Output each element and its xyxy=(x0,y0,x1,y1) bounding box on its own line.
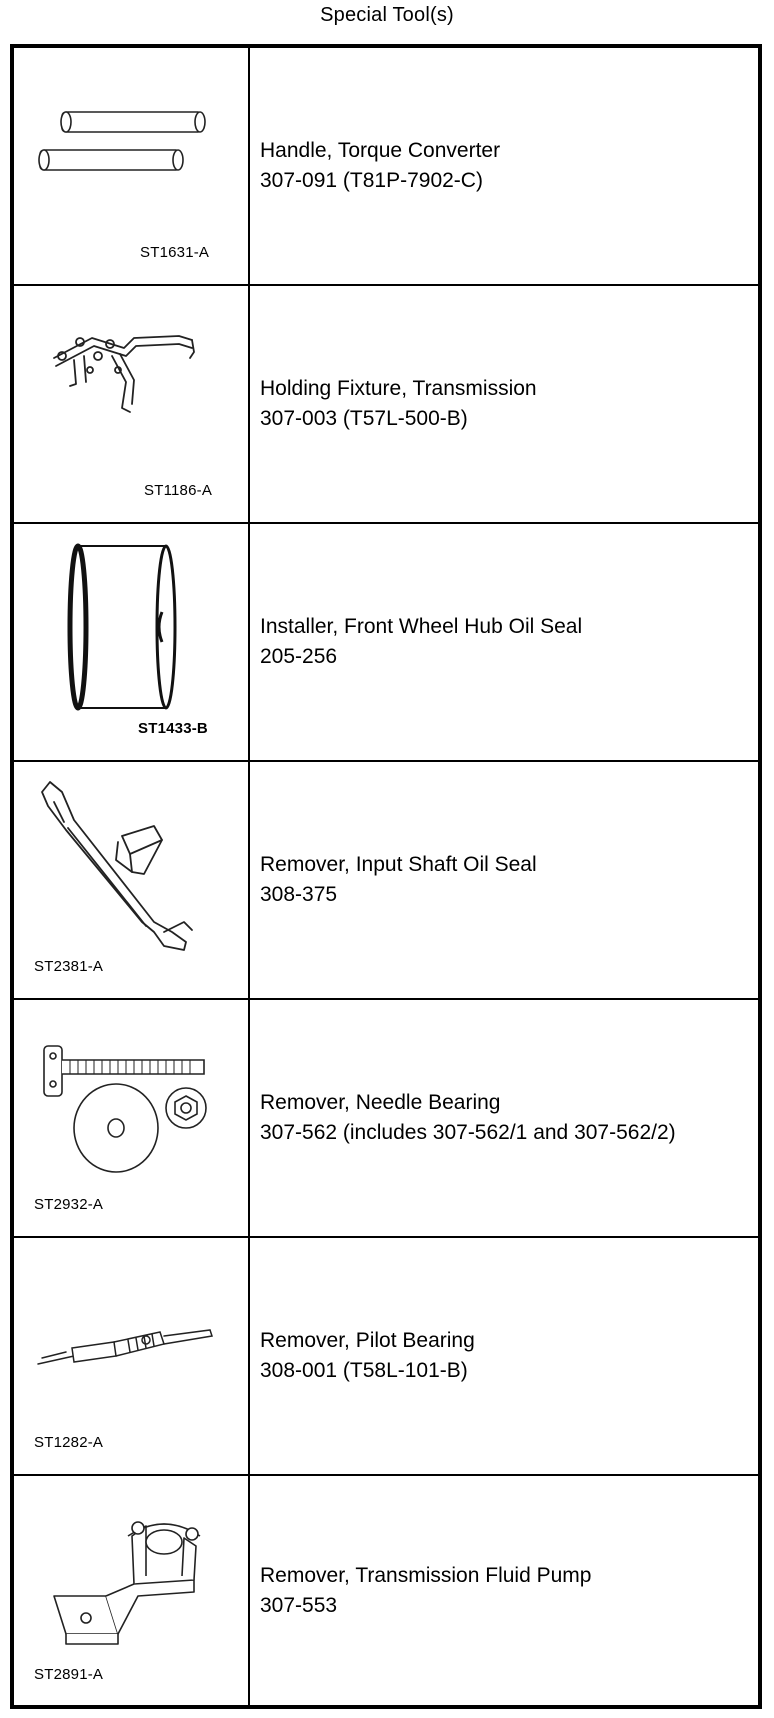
tool-image-code: ST2932-A xyxy=(34,1196,104,1213)
tool-name: Holding Fixture, Transmission xyxy=(260,377,537,400)
tool-number: 307-553 xyxy=(260,1593,338,1617)
tool-name: Installer, Front Wheel Hub Oil Seal xyxy=(260,615,583,638)
tool-name: Remover, Transmission Fluid Pump xyxy=(260,1563,592,1587)
tool-image-code: ST1186-A xyxy=(144,482,213,499)
table-row xyxy=(14,1476,758,1705)
tool-name: Handle, Torque Converter xyxy=(260,139,501,162)
tool-number: 205-256 xyxy=(260,645,338,668)
tool-description xyxy=(260,1238,475,1474)
tool-image-cell xyxy=(14,1000,250,1236)
tool-image-code: ST2381-A xyxy=(34,958,104,975)
tool-image-code: ST1282-A xyxy=(34,1434,104,1451)
table-row xyxy=(14,286,758,524)
table-row xyxy=(14,524,758,762)
tool-name: Remover, Needle Bearing xyxy=(260,1091,501,1114)
holding-fixture-icon xyxy=(14,286,248,524)
tool-image-cell xyxy=(14,48,250,284)
tool-name: Remover, Pilot Bearing xyxy=(260,1329,475,1352)
tool-number: 307-091 (T81P-7902-C) xyxy=(260,169,483,192)
tool-description xyxy=(260,48,500,284)
tool-image-cell xyxy=(14,286,250,522)
tool-description xyxy=(260,524,582,760)
tool-number: 307-562 (includes 307-562/1 and 307-562/2) xyxy=(260,1121,676,1144)
tool-image-code: ST2891-A xyxy=(34,1666,104,1683)
table-row xyxy=(14,1000,758,1238)
pipe-handles-icon xyxy=(14,48,248,286)
tool-number: 308-375 xyxy=(260,883,338,906)
tool-image-cell xyxy=(14,1238,250,1474)
tool-description xyxy=(260,286,537,522)
tool-description xyxy=(260,1476,591,1705)
tool-image-cell xyxy=(14,762,250,998)
tool-image-code: ST1433-B xyxy=(138,720,208,737)
table-row xyxy=(14,762,758,1000)
special-tools-table xyxy=(10,44,762,1709)
tool-name: Remover, Input Shaft Oil Seal xyxy=(260,853,537,876)
tool-number: 307-003 (T57L-500-B) xyxy=(260,407,468,430)
tool-description xyxy=(260,762,537,998)
tool-number: 308-001 (T58L-101-B) xyxy=(260,1359,468,1382)
tool-description xyxy=(260,1000,676,1236)
cylinder-installer-icon xyxy=(14,524,248,762)
table-row xyxy=(14,48,758,286)
table-row xyxy=(14,1238,758,1476)
tool-image-cell xyxy=(14,524,250,760)
tool-image-code: ST1631-A xyxy=(140,244,210,261)
page-title: Special Tool(s) xyxy=(320,4,454,26)
tool-image-cell xyxy=(14,1476,250,1705)
